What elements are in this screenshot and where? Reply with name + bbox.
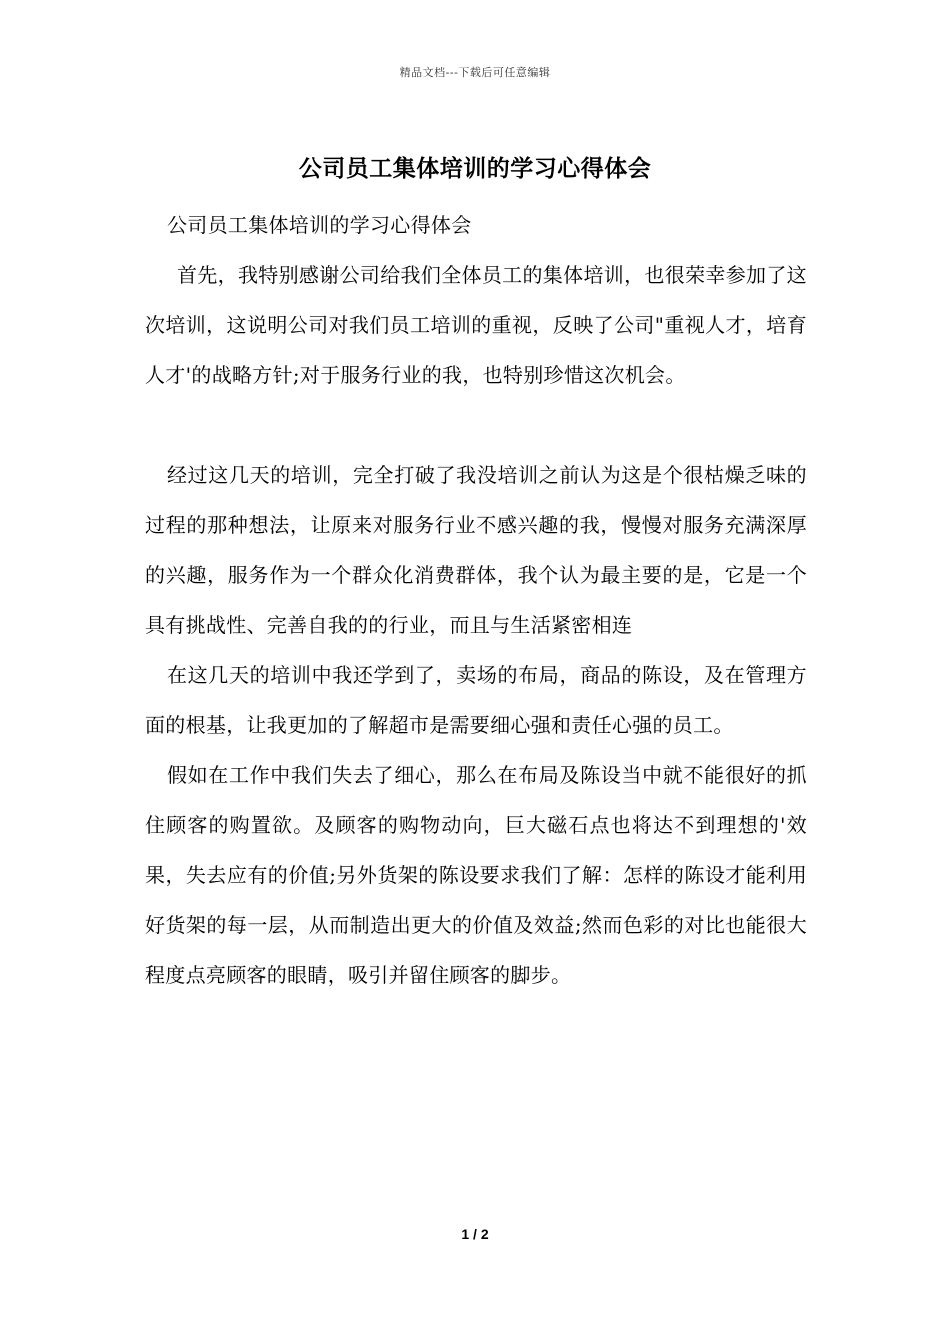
paragraph-1: 首先，我特别感谢公司给我们全体员工的集体培训，也很荣幸参加了这次培训，这说明公司对我们员工培训的重视，反映了公司"重视人才，培育人才'的战略方针;对于服务行业的我，也特别珍惜这次机会。 — [145, 263, 807, 387]
document-title: 公司员工集体培训的学习心得体会 — [298, 155, 652, 182]
paragraph-4: 假如在工作中我们失去了细心，那么在布局及陈设当中就不能很好的抓住顾客的购置欲。及顾客的购物动向，巨大磁石点也将达不到理想的'效果，失去应有的价值;另外货架的陈设要求我们了解：怎样的陈设才能利用好货架的每一层，从而制造出更大的价值及效益;然而色彩的对比也能很大程度点亮顾客的眼睛，吸引并留住顾客的脚步。 — [145, 763, 807, 987]
document-subtitle: 公司员工集体培训的学习心得体会 — [167, 213, 472, 237]
paragraph-3: 在这几天的培训中我还学到了，卖场的布局，商品的陈设，及在管理方面的根基，让我更加的了解超市是需要细心强和责任心强的员工。 — [145, 663, 807, 737]
document-body — [145, 200, 807, 1000]
page-header: 精品文档---下载后可任意编辑 — [399, 66, 551, 79]
page-number: 1 / 2 — [461, 1226, 489, 1242]
paragraph-2: 经过这几天的培训，完全打破了我没培训之前认为这是个很枯燥乏味的过程的那种想法，让原来对服务行业不感兴趣的我，慢慢对服务充满深厚的兴趣，服务作为一个群众化消费群体，我个认为最主要的是，它是一个具有挑战性、完善自我的的行业，而且与生活紧密相连 — [145, 463, 807, 637]
blank-line — [145, 400, 807, 450]
